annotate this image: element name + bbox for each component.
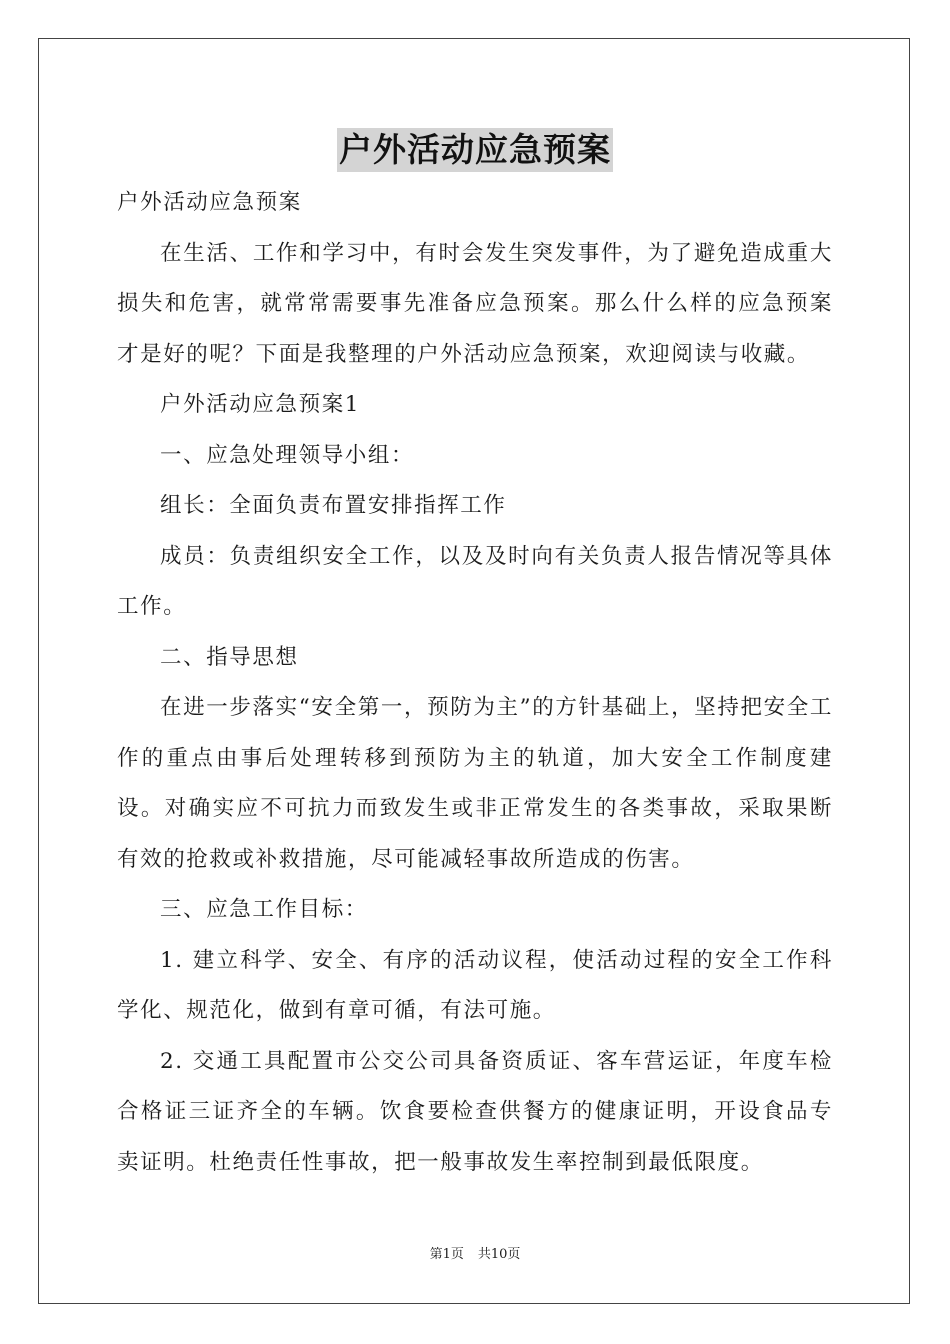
paragraph: 2. 交通工具配置市公交公司具备资质证、客车营运证，年度车检合格证三证齐全的车辆。饮食要检查供餐方的健康证明，开设食品专卖证明。杜绝责任性事故，把一般事故发生率控制到最低限度。: [117, 1048, 833, 1175]
paragraph: 一、应急处理领导小组：: [160, 442, 415, 468]
paragraph: 在生活、工作和学习中，有时会发生突发事件，为了避免造成重大损失和危害，就常常需要事先准备应急预案。那么什么样的应急预案才是好的呢？下面是我整理的户外活动应急预案，欢迎阅读与收藏。: [117, 240, 833, 367]
document-title: 户外活动应急预案: [337, 128, 613, 172]
paragraph: 户外活动应急预案1: [160, 392, 361, 417]
page-number: 第1页: [429, 1247, 464, 1262]
paragraph: 户外活动应急预案: [117, 190, 302, 215]
paragraph: 三、应急工作目标：: [160, 897, 368, 922]
page-total: 共10页: [477, 1247, 521, 1262]
paragraph: 组长：全面负责布置安排指挥工作: [160, 493, 507, 518]
paragraph: 二、指导思想: [160, 644, 299, 670]
paragraph: 1. 建立科学、安全、有序的活动议程，使活动过程的安全工作科学化、规范化，做到有章可循，有法可施。: [117, 947, 833, 1023]
title-area: [0, 128, 950, 172]
document-body: [117, 178, 833, 1188]
paragraph: 成员：负责组织安全工作，以及及时向有关负责人报告情况等具体工作。: [117, 543, 833, 619]
page-footer: [0, 1246, 950, 1264]
paragraph: 在进一步落实“安全第一，预防为主”的方针基础上，坚持把安全工作的重点由事后处理转移到预防为主的轨道，加大安全工作制度建设。对确实应不可抗力而致发生或非正常发生的各类事故，采取果断有效的抢救或补救措施，尽可能减轻事故所造成的伤害。: [117, 695, 833, 872]
